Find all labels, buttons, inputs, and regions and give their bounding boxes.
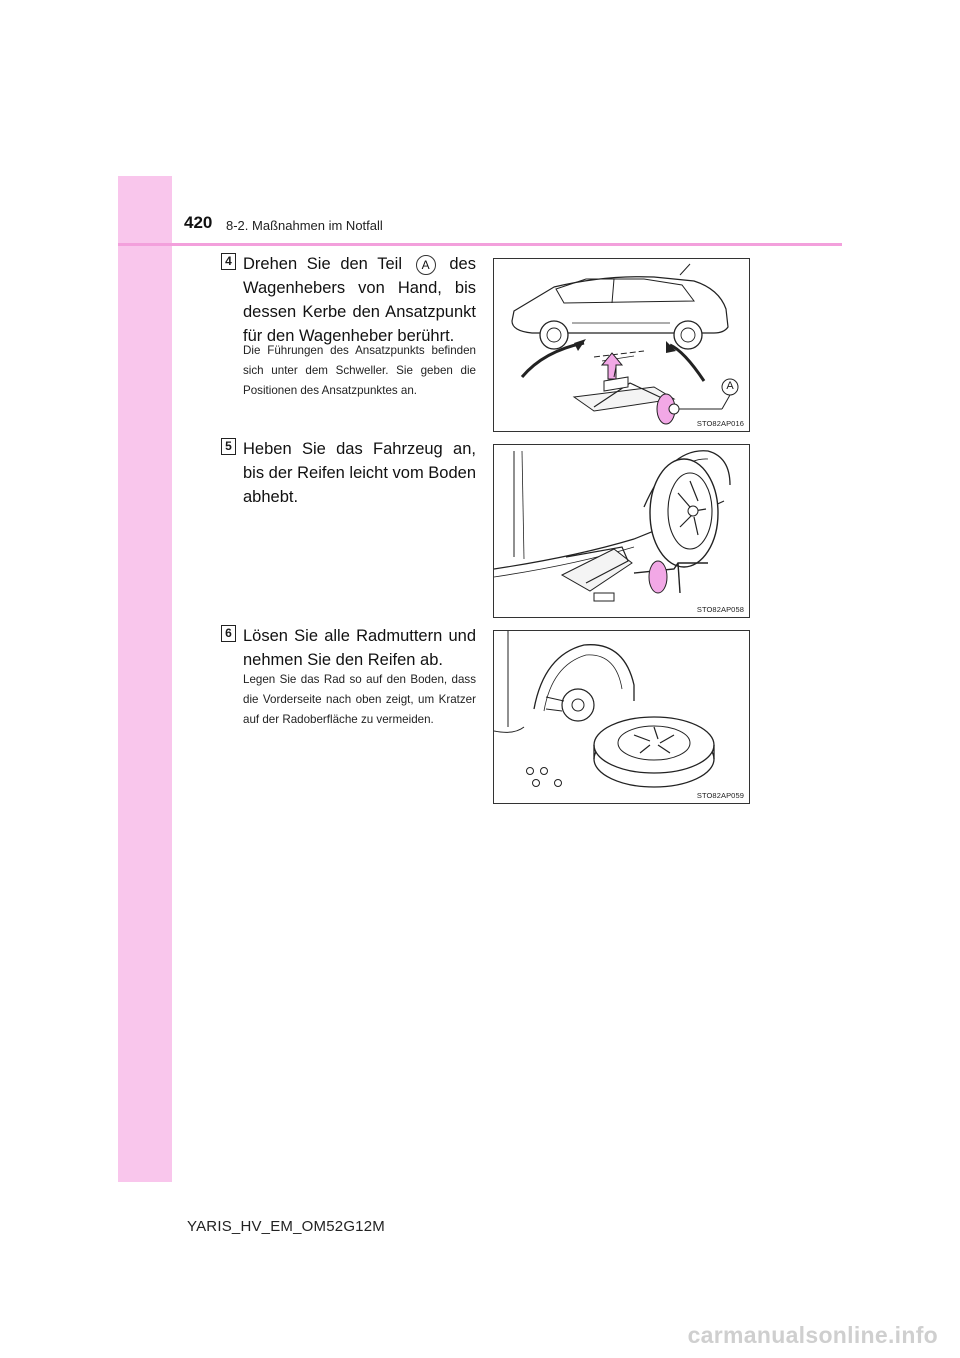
figure-lifting-vehicle [493, 444, 750, 618]
wheel-removal-illustration [494, 631, 750, 804]
figure-jack-under-car [493, 258, 750, 432]
header-rule [118, 243, 842, 246]
step-4-title [243, 252, 476, 348]
step-number-4: 4 [221, 253, 236, 270]
document-code: YARIS_HV_EM_OM52G12M [187, 1218, 385, 1235]
chapter-sidebar-tab [118, 176, 172, 1182]
figure-code: STO82AP059 [696, 791, 744, 800]
lift-vehicle-illustration [494, 445, 750, 618]
figure-callout-label: A [726, 380, 734, 392]
page-number: 420 [184, 213, 213, 232]
step-4-title-end: des Wagenhebers von Hand, bis dessen Kerbe den Ansatzpunkt für den Wagenheber berührt. [243, 255, 476, 345]
figure-code: STO82AP058 [696, 605, 744, 614]
step-number-5: 5 [221, 438, 236, 455]
step-4-title-start: Drehen Sie den Teil [243, 255, 402, 273]
step-number-6: 6 [221, 625, 236, 642]
figure-wheel-removed [493, 630, 750, 804]
section-title: 8-2. Maßnahmen im Notfall [226, 218, 383, 233]
step-6-title: Lösen Sie alle Radmuttern und nehmen Sie den Reifen ab. [243, 627, 476, 669]
callout-a-marker: A [416, 255, 436, 275]
car-jack-illustration [494, 259, 750, 432]
step-4-note: Die Führungen des Ansatzpunkts befinden sich unter dem Schweller. Sie geben die Positionen des Ansatzpunktes an. [243, 344, 476, 397]
figure-code: STO82AP016 [696, 419, 744, 428]
watermark: carmanualsonline.info [687, 1322, 938, 1348]
step-6-note: Legen Sie das Rad so auf den Boden, dass die Vorderseite nach oben zeigt, um Kratzer auf der Radoberfläche zu vermeiden. [243, 673, 476, 726]
step-5-title: Heben Sie das Fahrzeug an, bis der Reifen leicht vom Boden abhebt. [243, 440, 476, 506]
